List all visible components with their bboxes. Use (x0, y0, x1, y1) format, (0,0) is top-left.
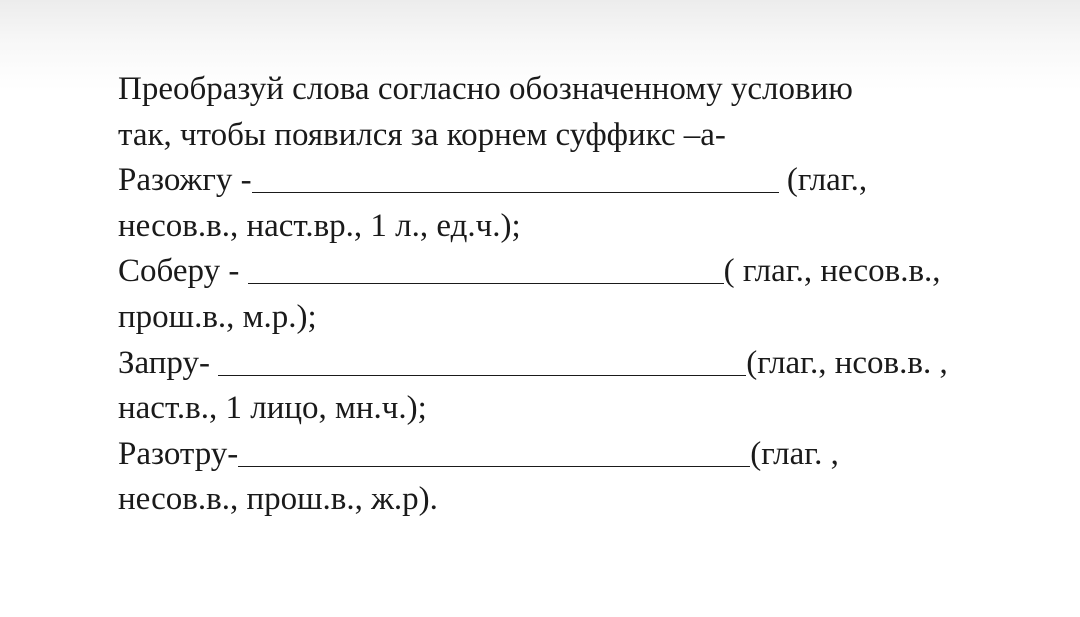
item-3-answer-blank[interactable] (218, 345, 746, 376)
item-4-line (118, 432, 1018, 478)
item-3-line (118, 341, 1018, 387)
item-2-condition-end: прош.в., м.р.); (118, 298, 317, 335)
item-1-line (118, 158, 1018, 204)
exercise-text (118, 67, 1018, 523)
item-4-condition-end: несов.в., прош.в., ж.р). (118, 481, 438, 518)
item-3-condition-start: (глаг., нсов.в. , (746, 344, 948, 381)
item-4-answer-blank[interactable] (238, 436, 750, 467)
item-2-line (118, 249, 1018, 295)
task-instruction-line-2: так, чтобы появился за корнем суффикс –а- (118, 116, 726, 153)
item-3-word: Запру- (118, 344, 219, 381)
item-1-condition-start: (глаг., (778, 162, 868, 199)
item-1-condition-end: несов.в., наст.вр., 1 л., ед.ч.); (118, 207, 521, 244)
item-1-answer-blank[interactable] (252, 162, 779, 193)
item-2-word: Соберу - (118, 253, 248, 290)
item-2-answer-blank[interactable] (248, 253, 724, 284)
item-1-word: Разожгу - (118, 162, 252, 199)
task-instruction-line-1: Преобразуй слова согласно обозначенному условию (118, 71, 853, 107)
item-4-word: Разотру- (118, 435, 239, 472)
item-2-condition-start: ( глаг., несов.в., (723, 253, 941, 290)
item-3-condition-end: наст.в., 1 лицо, мн.ч.); (118, 390, 427, 427)
item-4-condition-start: (глаг. , (750, 435, 839, 472)
